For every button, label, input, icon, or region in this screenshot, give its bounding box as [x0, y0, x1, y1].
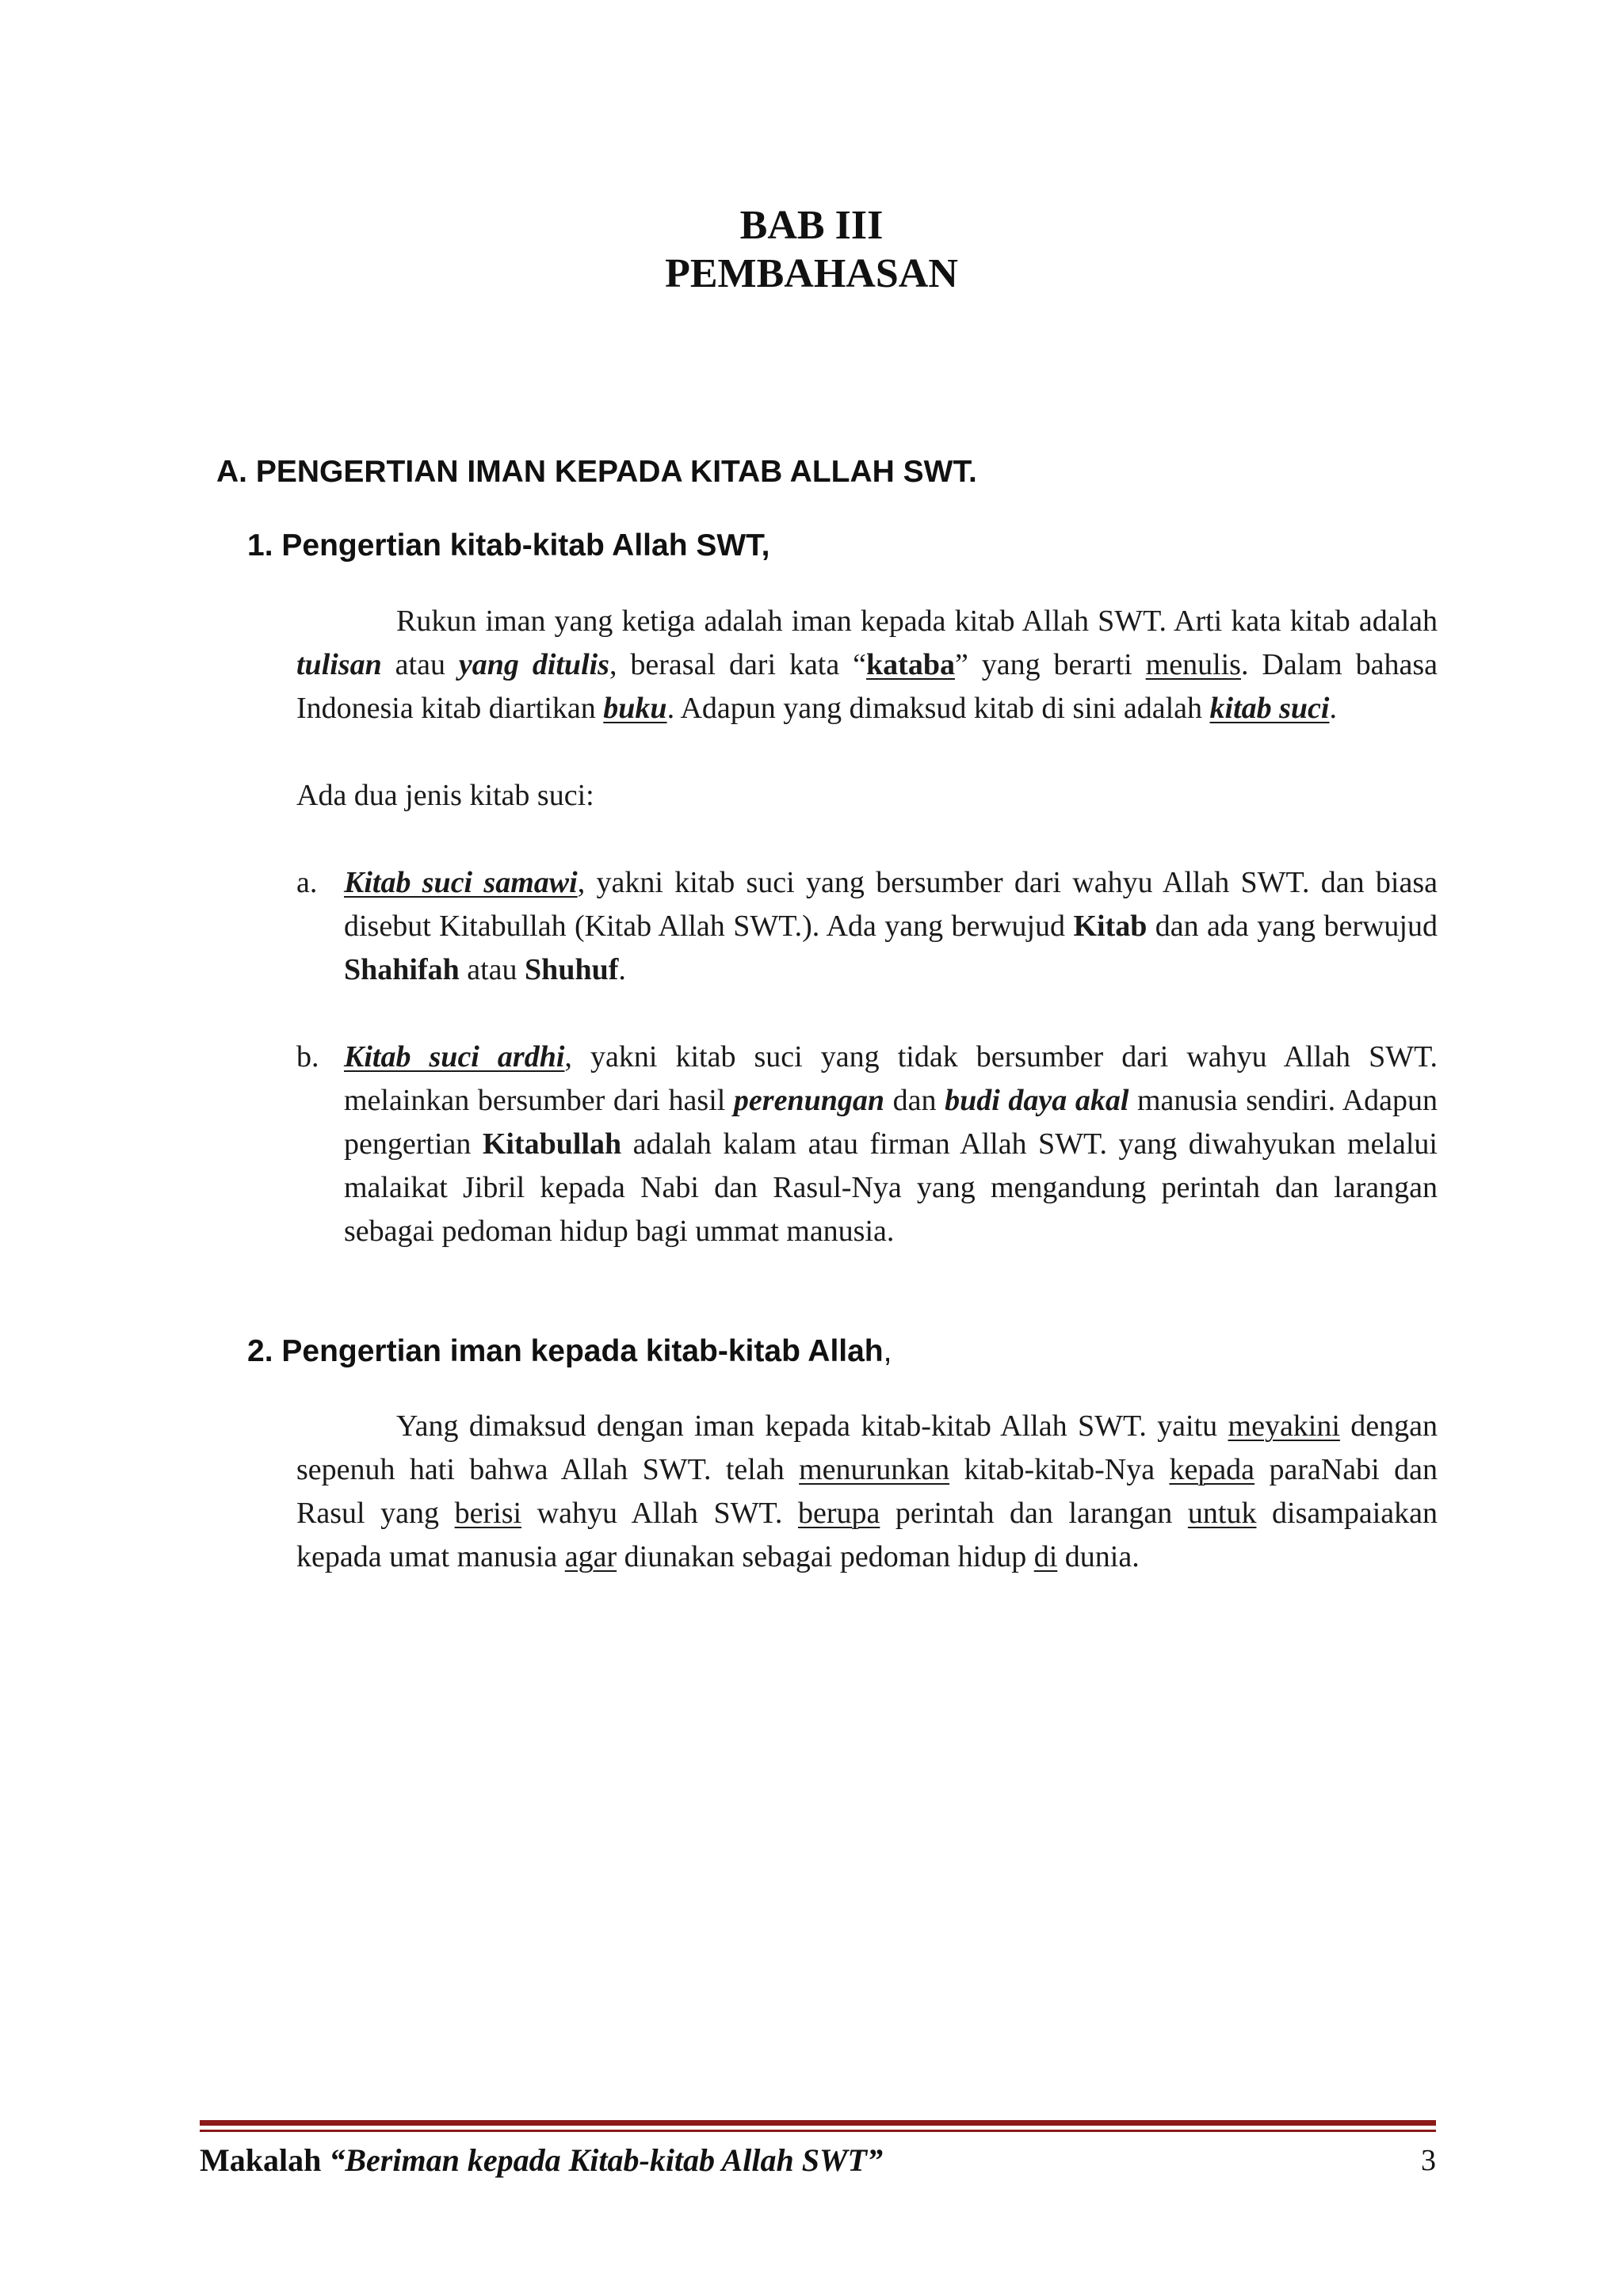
term-kitab-suci-ardhi: Kitab suci ardhi	[344, 1040, 565, 1074]
term-kitab: Kitab	[1073, 910, 1148, 943]
subsection-2-paragraph: Yang dimaksud dengan iman kepada kitab-kitab Allah SWT. yaitu meyakini dengan sepenuh hati bahwa Allah SWT. telah menurunkan kitab-kitab-Nya kepada paraNabi dan Rasul yang berisi wahyu Allah SWT. berupa perintah dan larangan untuk disampaiakan kepada umat manusia agar diunakan sebagai pedoman hidup di dunia.	[296, 1409, 1438, 1573]
subsection-2-heading: 2. Pengertian iman kepada kitab-kitab Allah,	[247, 1334, 892, 1368]
term-kitab-suci: kitab suci	[1209, 692, 1330, 725]
list-item-a	[296, 861, 1438, 996]
term-agar: agar	[564, 1540, 617, 1573]
term-kepada: kepada	[1169, 1453, 1255, 1486]
term-budi-daya-akal: budi daya akal	[945, 1084, 1129, 1117]
term-berisi: berisi	[454, 1497, 522, 1530]
term-kitab-suci-samawi: Kitab suci samawi	[344, 866, 578, 899]
footer-title: Makalah “Beriman kepada Kitab-kitab Allah SWT”	[200, 2142, 883, 2178]
term-berupa: berupa	[797, 1497, 880, 1530]
list-item-a-text: Kitab suci samawi, yakni kitab suci yang bersumber dari wahyu Allah SWT. dan biasa disebut Kitabullah (Kitab Allah SWT.). Ada yang berwujud Kitab dan ada yang berwujud Shahifah atau Shuhuf.	[344, 866, 1438, 986]
term-tulisan: tulisan	[296, 648, 382, 681]
section-a-heading: A. PENGERTIAN IMAN KEPADA KITAB ALLAH SWT.	[216, 455, 977, 489]
list-marker-a: a.	[296, 866, 318, 899]
term-kataba: kataba	[866, 648, 955, 681]
term-shuhuf: Shuhuf	[525, 953, 619, 986]
term-kitabullah: Kitabullah	[482, 1127, 622, 1161]
two-types-intro: Ada dua jenis kitab suci:	[296, 779, 594, 812]
subsection-1-paragraph: Rukun iman yang ketiga adalah iman kepada kitab Allah SWT. Arti kata kitab adalah tulisan atau yang ditulis, berasal dari kata “kataba” yang berarti menulis. Dalam bahasa Indonesia kitab diartikan buku. Adapun yang dimaksud kitab di sini adalah kitab suci.	[296, 605, 1438, 725]
footer-rule-thin	[200, 2130, 1436, 2132]
list-marker-b: b.	[296, 1040, 319, 1074]
chapter-number: BAB III	[739, 203, 884, 248]
subsection-1-heading: 1. Pengertian kitab-kitab Allah SWT,	[247, 528, 770, 563]
term-shahifah: Shahifah	[344, 953, 460, 986]
term-menulis: menulis	[1145, 648, 1241, 681]
term-di: di	[1033, 1540, 1058, 1573]
term-perenungan: perenungan	[733, 1084, 884, 1117]
list-item-b-text: Kitab suci ardhi, yakni kitab suci yang tidak bersumber dari wahyu Allah SWT. melainkan bersumber dari hasil perenungan dan budi daya akal manusia sendiri. Adapun pengertian Kitabullah adalah kalam atau firman Allah SWT. yang diwahyukan melalui malaikat Jibril kepada Nabi dan Rasul-Nya yang mengandung perintah dan larangan sebagai pedoman hidup bagi ummat manusia.	[344, 1040, 1438, 1248]
chapter-title: PEMBAHASAN	[665, 251, 958, 296]
term-untuk: untuk	[1187, 1497, 1257, 1530]
list-item-b	[296, 1035, 1438, 1257]
footer-book-title: “Beriman kepada Kitab-kitab Allah SWT”	[329, 2142, 883, 2178]
term-yang-ditulis: yang ditulis	[458, 648, 609, 681]
term-menurunkan: menurunkan	[799, 1453, 950, 1486]
term-buku: buku	[603, 692, 667, 725]
page-number: 3	[1421, 2144, 1436, 2177]
footer-rule-thick	[200, 2120, 1436, 2126]
term-meyakini: meyakini	[1228, 1409, 1340, 1443]
